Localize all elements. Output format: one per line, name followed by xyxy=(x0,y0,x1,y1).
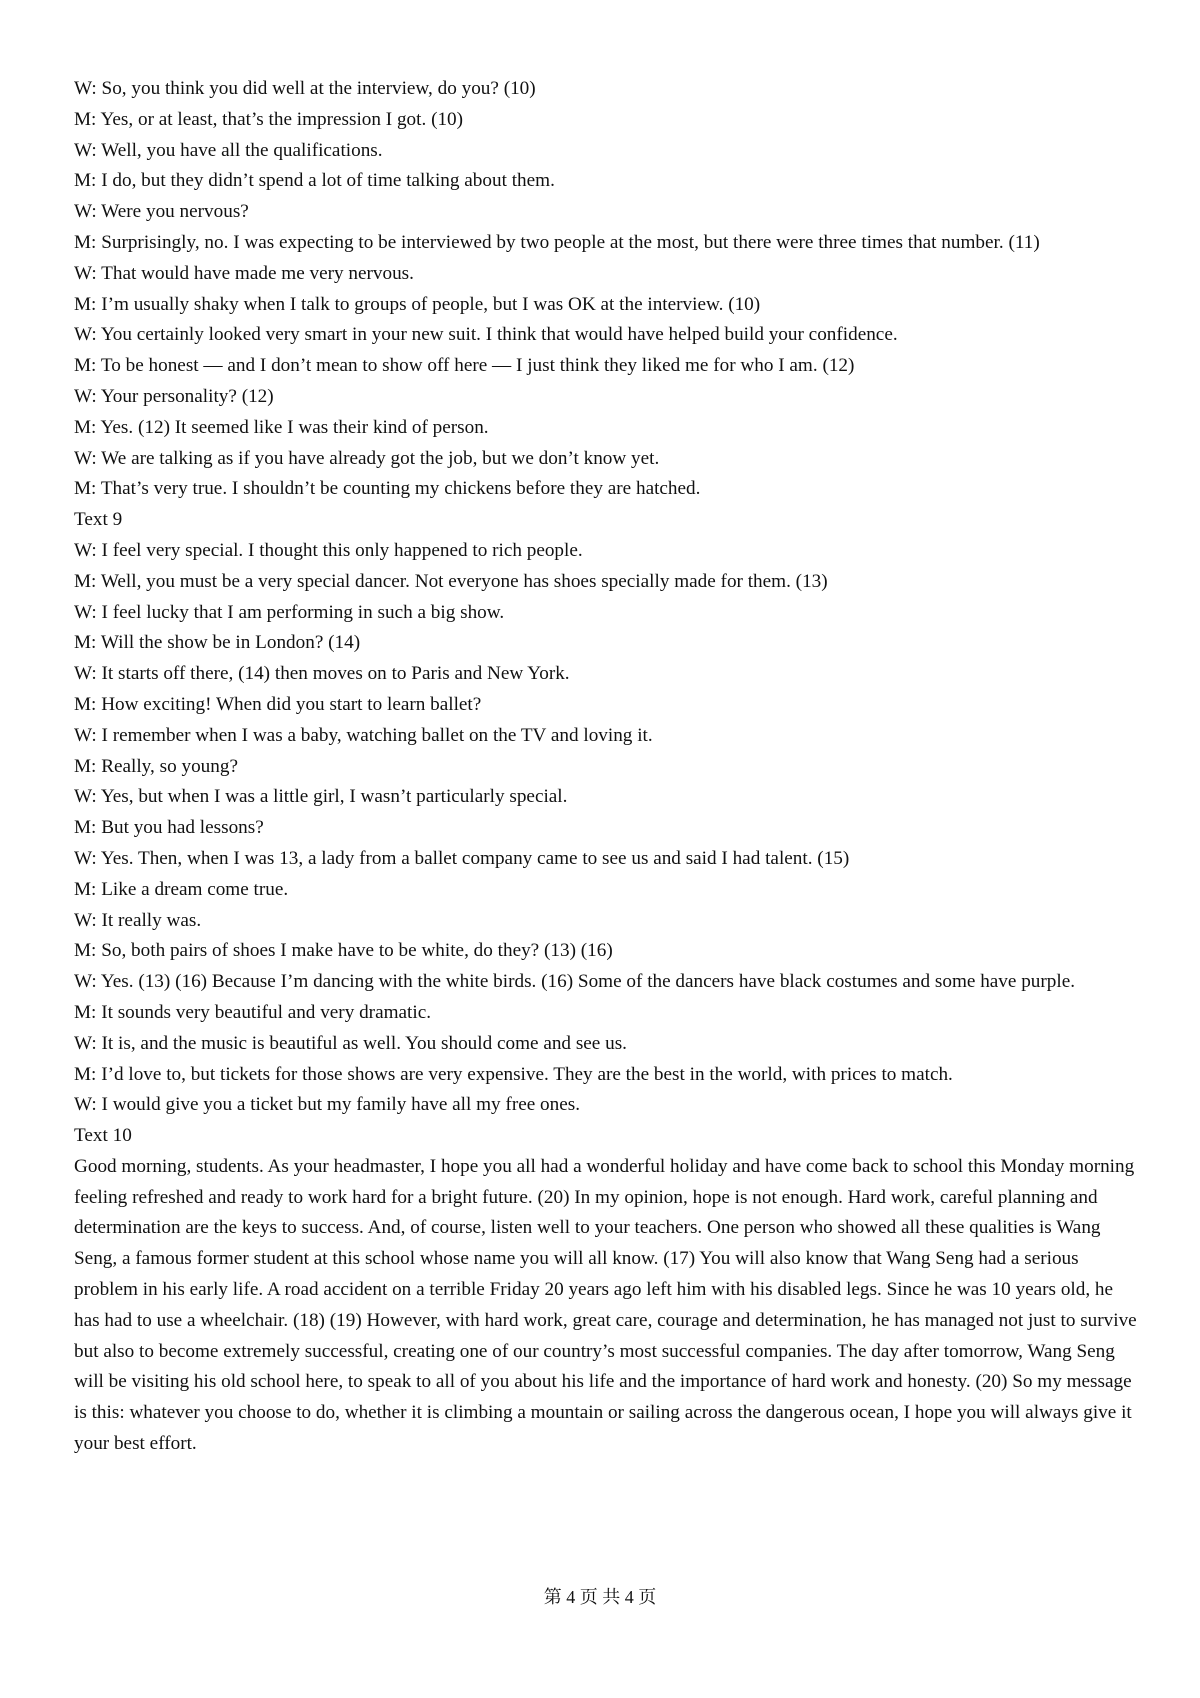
dialogue-line: M: It sounds very beautiful and very dramatic. xyxy=(74,1001,432,1023)
dialogue-line: W: I feel lucky that I am performing in such a big show. xyxy=(74,601,505,623)
page-footer: 第 4 页 共 4 页 xyxy=(543,1587,657,1607)
dialogue-line: W: Your personality? (12) xyxy=(74,385,274,407)
dialogue-line: W: Yes. Then, when I was 13, a lady from a ballet company came to see us and said I had talent. (15) xyxy=(74,847,850,869)
dialogue-line: M: That’s very true. I shouldn’t be counting my chickens before they are hatched. xyxy=(74,478,701,500)
dialogue-line: M: Like a dream come true. xyxy=(74,878,289,900)
section-heading-text9: Text 9 xyxy=(74,509,123,531)
dialogue-line: W: Yes, but when I was a little girl, I wasn’t particularly special. xyxy=(74,786,568,808)
dialogue-line: W: I remember when I was a baby, watching ballet on the TV and loving it. xyxy=(74,724,653,746)
monologue-paragraph: Good morning, students. As your headmaster, I hope you all had a wonderful holiday and have come back to school this Monday morning feeling refreshed and ready to work hard for a bright future. (20) In my opinion, hope is not enough. Hard work, careful planning and determination are the keys to success. And, of course, listen well to your teachers. One person who showed all these qualities is Wang Seng, a famous former student at this school whose name you will all know. (17) You will also know that Wang Seng had a serious problem in his early life. A road accident on a terrible Friday 20 years ago left him with his disabled legs. Since he was 10 years old, he has had to use a wheelchair. (18) (19) However, with hard work, great care, courage and determination, he has managed not just to survive but also to become extremely successful, creating one of our country’s most successful companies. The day after tomorrow, Wang Seng will be visiting his old school here, to speak to all of you about his life and the importance of hard work and honesty. (20) So my message is this: whatever you choose to do, whether it is climbing a mountain or sailing across the dangerous ocean, I hope you will always give it your best effort. xyxy=(74,1155,1137,1455)
dialogue-line: W: Were you nervous? xyxy=(74,201,249,223)
dialogue-line: M: But you had lessons? xyxy=(74,817,264,839)
dialogue-line: M: I do, but they didn’t spend a lot of time talking about them. xyxy=(74,170,555,192)
dialogue-line: W: It really was. xyxy=(74,909,202,931)
section-heading-text10: Text 10 xyxy=(74,1125,132,1147)
dialogue-line: W: You certainly looked very smart in your new suit. I think that would have helped build your confidence. xyxy=(74,324,898,346)
dialogue-line: M: I’d love to, but tickets for those shows are very expensive. They are the best in the world, with prices to match. xyxy=(74,1063,953,1085)
dialogue-line: W: It is, and the music is beautiful as well. You should come and see us. xyxy=(74,1032,627,1054)
dialogue-line: W: Well, you have all the qualifications. xyxy=(74,139,383,161)
dialogue-line: M: So, both pairs of shoes I make have to be white, do they? (13) (16) xyxy=(74,940,613,962)
dialogue-line: W: We are talking as if you have already got the job, but we don’t know yet. xyxy=(74,447,660,469)
dialogue-interview xyxy=(74,74,1138,505)
dialogue-line: M: Yes, or at least, that’s the impression I got. (10) xyxy=(74,108,464,130)
text9-section xyxy=(74,505,1138,1121)
dialogue-line: M: Well, you must be a very special dancer. Not everyone has shoes specially made for them. (13) xyxy=(74,570,828,592)
dialogue-line: M: Really, so young? xyxy=(74,755,238,777)
dialogue-line: W: I would give you a ticket but my family have all my free ones. xyxy=(74,1094,581,1116)
dialogue-line: M: Yes. (12) It seemed like I was their kind of person. xyxy=(74,416,489,438)
dialogue-line: W: I feel very special. I thought this only happened to rich people. xyxy=(74,539,583,561)
dialogue-line: M: I’m usually shaky when I talk to groups of people, but I was OK at the interview. (10) xyxy=(74,293,761,315)
dialogue-line: W: That would have made me very nervous. xyxy=(74,262,414,284)
dialogue-line: W: Yes. (13) (16) Because I’m dancing with the white birds. (16) Some of the dancers have black costumes and some have purple. xyxy=(74,971,1076,993)
dialogue-line: W: So, you think you did well at the interview, do you? (10) xyxy=(74,78,536,99)
dialogue-line: M: Will the show be in London? (14) xyxy=(74,632,361,654)
dialogue-line: M: How exciting! When did you start to learn ballet? xyxy=(74,693,482,715)
dialogue-line: M: To be honest — and I don’t mean to show off here — I just think they liked me for who I am. (12) xyxy=(74,355,855,377)
text10-section xyxy=(74,1121,1138,1460)
page-content xyxy=(74,74,1138,1460)
dialogue-line: M: Surprisingly, no. I was expecting to be interviewed by two people at the most, but there were three times that number. (11) xyxy=(74,231,1040,253)
dialogue-line: W: It starts off there, (14) then moves on to Paris and New York. xyxy=(74,663,570,685)
